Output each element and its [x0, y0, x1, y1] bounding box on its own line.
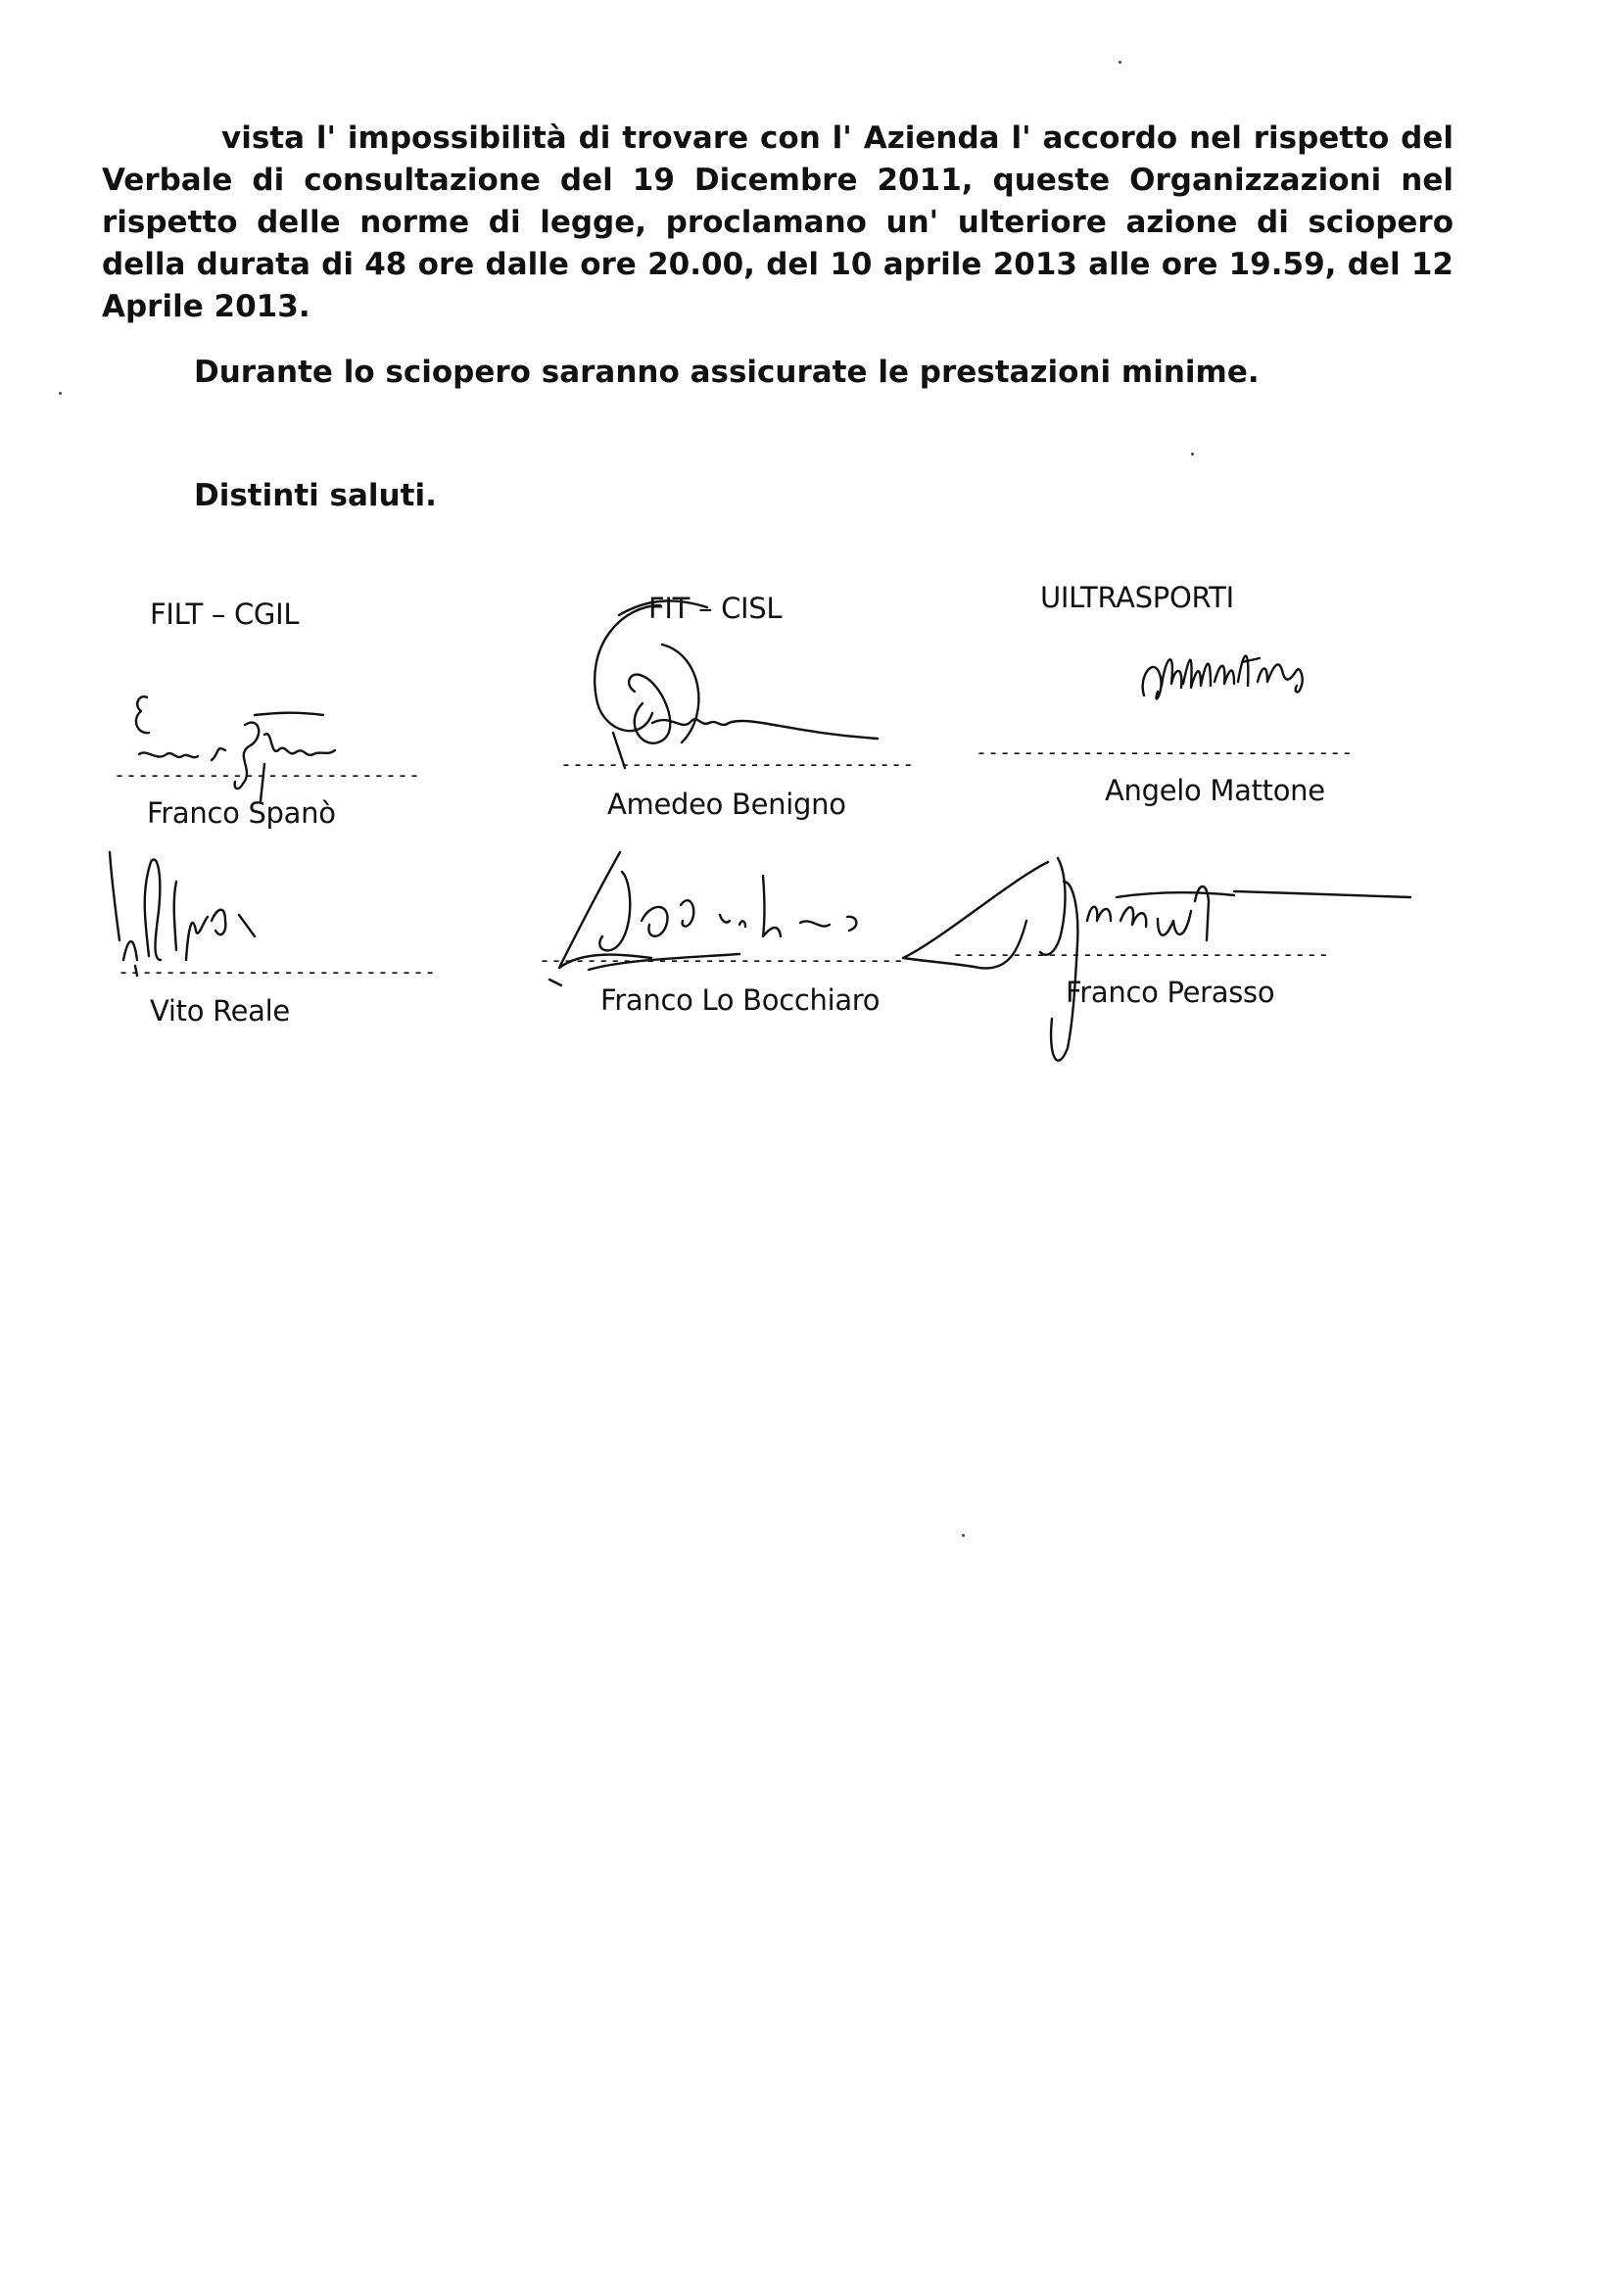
signature-line: ---------------------------: [118, 960, 437, 983]
union-uiltrasporti: UILTRASPORTI: [1040, 581, 1234, 614]
strike-proclamation-paragraph: vista l' impossibilità di trovare con l' Azienda l' accordo nel rispetto del Verbale di consultazione del 19 Dicembre 2011, queste Organizzazioni nel rispetto delle norme di legge, proclamano un' ulteriore azione di sciopero della durata di 48 ore dalle ore 20.00, del 10 aprile 2013 alle ore 19.59, del 12 Aprile 2013.: [102, 120, 1453, 324]
signature-amedeo-benigno: [584, 586, 897, 782]
union-filt-cgil: FILT – CGIL: [150, 598, 300, 631]
signature-vito-reale: [98, 823, 313, 989]
signature-line: --------------------------: [114, 763, 421, 787]
signer-name: Amedeo Benigno: [607, 788, 846, 821]
signature-line: ------------------------------: [560, 752, 915, 776]
signature-franco-spano: [118, 686, 372, 842]
scan-speck: [59, 392, 62, 395]
union-fit-cisl: FIT – CISL: [648, 592, 783, 625]
minimum-services-paragraph: Durante lo sciopero saranno assicurate le prestazioni minime.: [194, 355, 1260, 390]
scan-speck: [1119, 61, 1121, 64]
signer-name: Franco Perasso: [1066, 976, 1275, 1009]
signature-line: --------------------------------: [952, 942, 1330, 966]
signer-name: Vito Reale: [150, 994, 290, 1028]
signature-franco-perasso: [901, 842, 1410, 1077]
signature-angelo-mattone: [1136, 627, 1332, 725]
signer-name: Franco Lo Bocchiaro: [600, 983, 881, 1017]
closing-salutation: Distinti saluti.: [194, 478, 437, 513]
scan-speck: [1191, 453, 1194, 455]
letter-body: [102, 118, 1453, 328]
signer-name: Angelo Mattone: [1105, 774, 1325, 807]
signature-line: --------------------------------: [976, 741, 1354, 764]
signature-franco-lo-bocchiaro: [544, 842, 877, 999]
signature-line: -------------------------------: [539, 948, 905, 972]
signer-name: Franco Spanò: [147, 796, 336, 830]
scan-speck: [962, 1534, 965, 1537]
